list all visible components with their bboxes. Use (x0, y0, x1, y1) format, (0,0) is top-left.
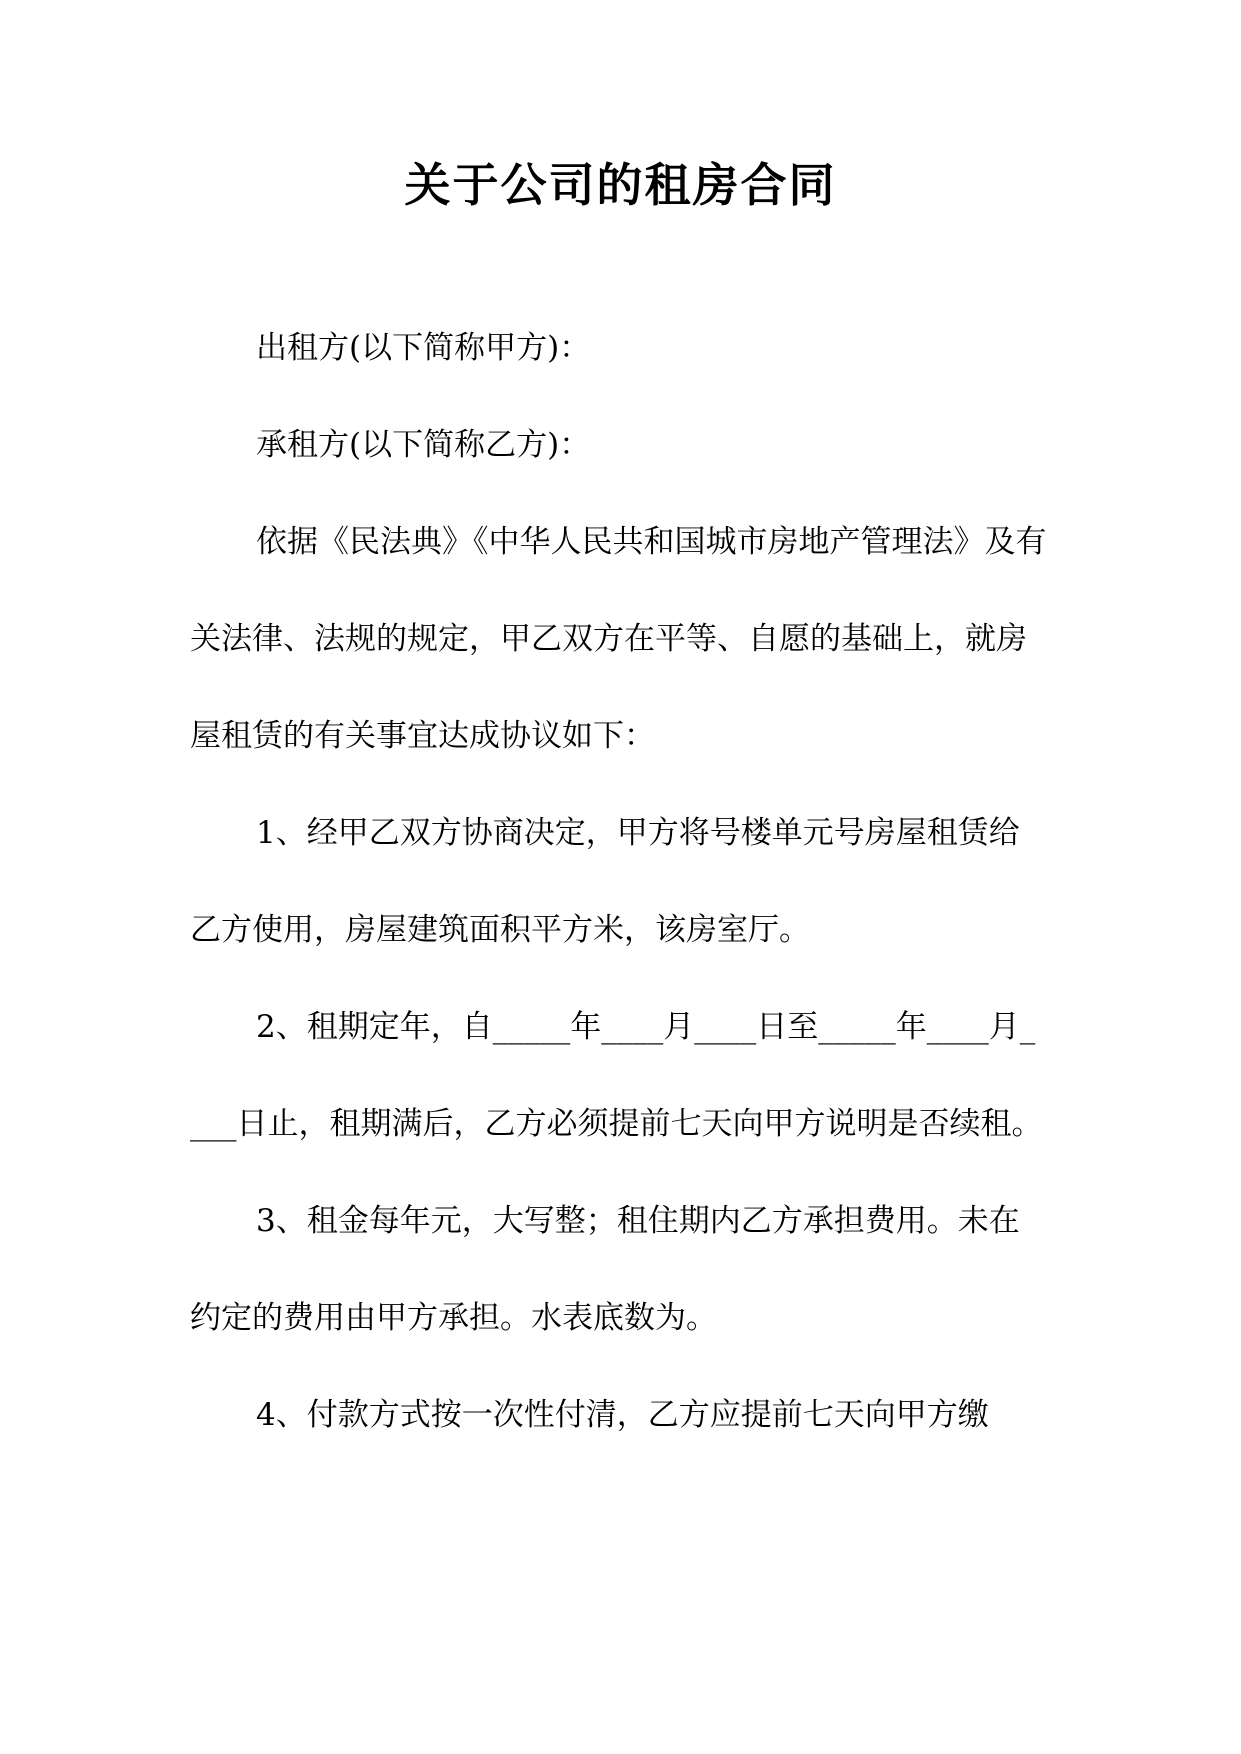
paragraph-clause-3: 3、租金每年元，大写整；租住期内乙方承担费用。未在约定的费用由甲方承担。水表底数为。 (190, 1203, 1020, 1336)
document-title: 关于公司的租房合同 (404, 158, 837, 212)
paragraph-clause-1: 1、经甲乙双方协商决定，甲方将号楼单元号房屋租赁给乙方使用，房屋建筑面积平方米，该房室厅。 (190, 815, 1020, 948)
document-body (190, 300, 1050, 1464)
paragraph-clause-2: 2、租期定年，自_____年____月____日至_____年____月____日止，租期满后，乙方必须提前七天向甲方说明是否续租。 (190, 1009, 1043, 1142)
paragraph-clause-4: 4、付款方式按一次性付清，乙方应提前七天向甲方缴 (256, 1397, 989, 1433)
paragraph-lessee: 承租方(以下简称乙方)： (256, 427, 591, 463)
paragraph-lessor: 出租方(以下简称甲方)： (256, 330, 591, 366)
paragraph-legal-basis: 依据《民法典》《中华人民共和国城市房地产管理法》及有关法律、法规的规定，甲乙双方在平等、自愿的基础上，就房屋租赁的有关事宜达成协议如下： (190, 524, 1047, 754)
